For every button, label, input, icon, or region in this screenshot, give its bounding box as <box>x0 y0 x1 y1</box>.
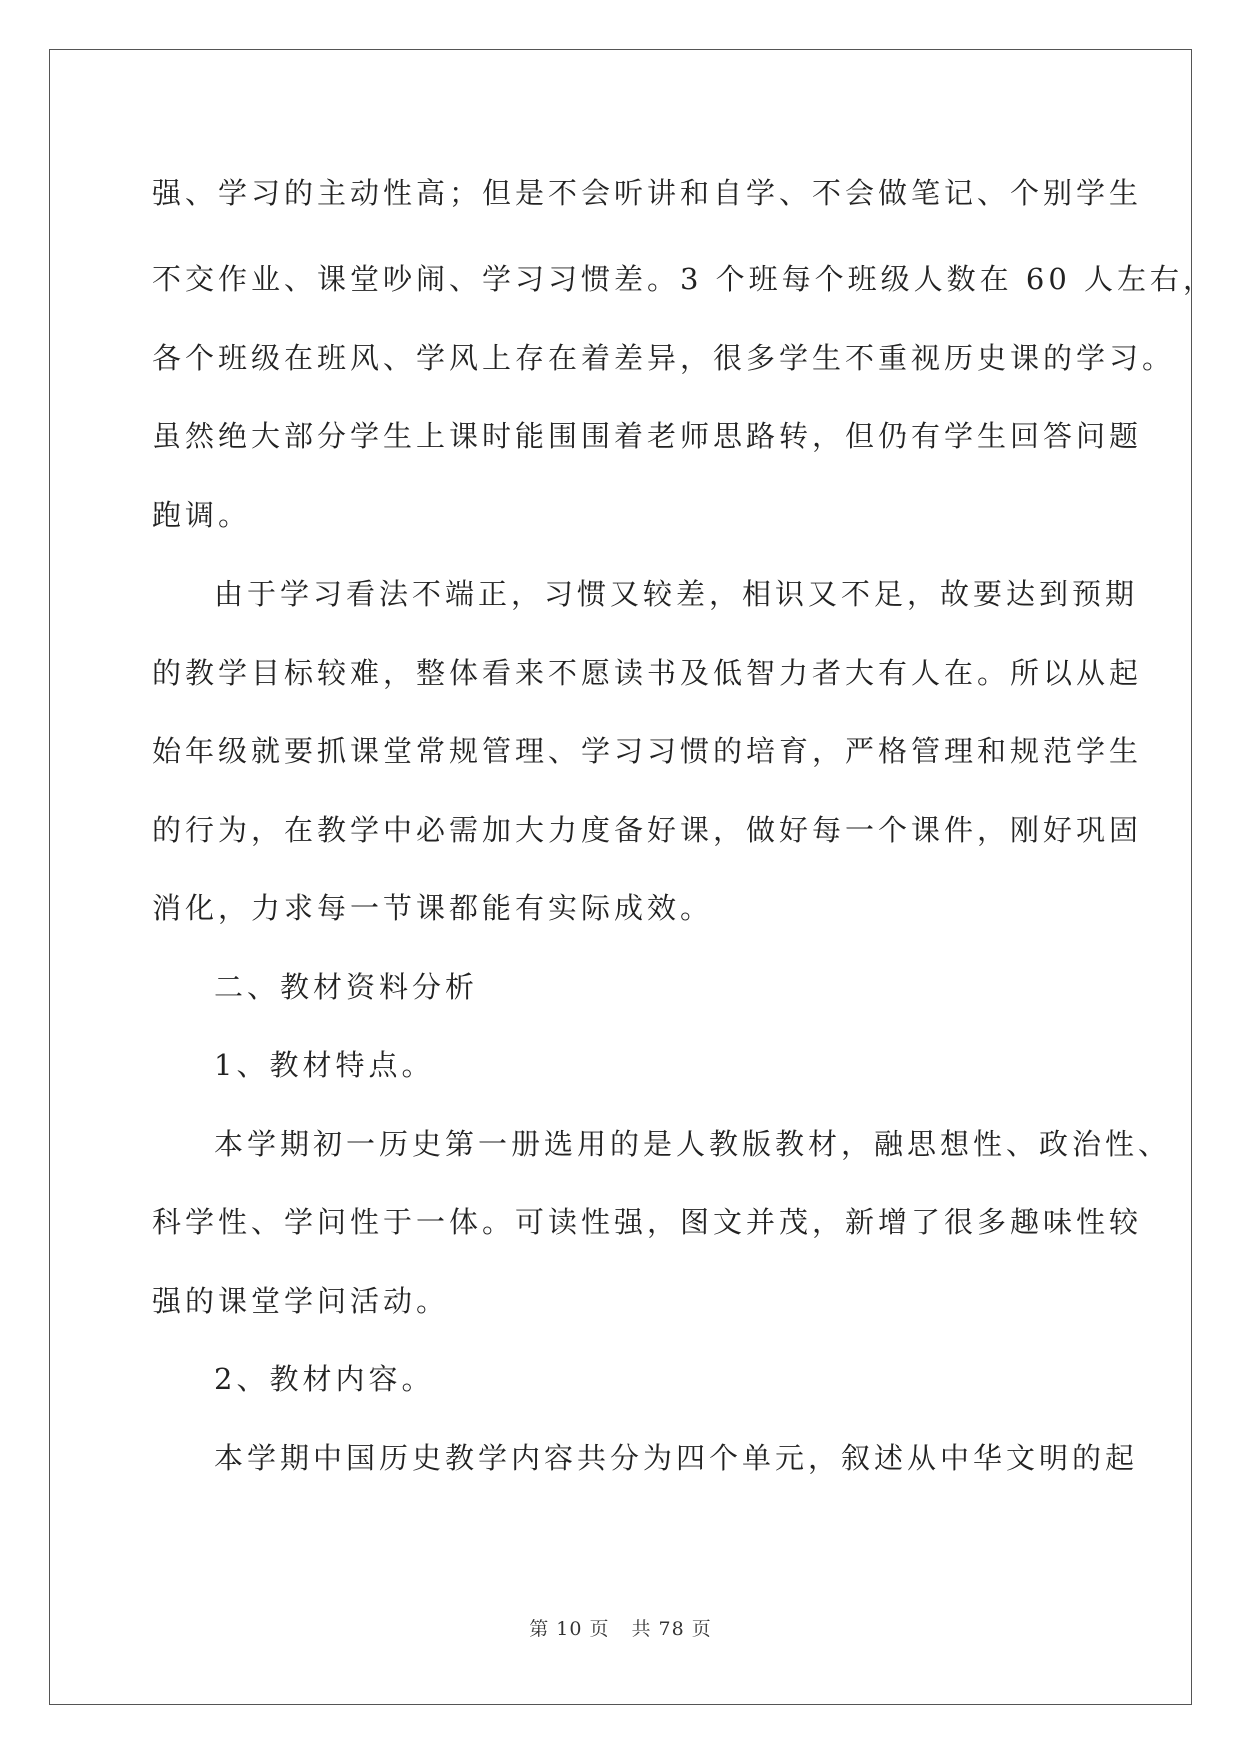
subsection-heading: 1、教材特点。 <box>214 1048 435 1082</box>
paragraph-first-line: 由于学习看法不端正，习惯又较差，相识又不足，故要达到预期 <box>214 577 1139 611</box>
body-line: 始年级就要抓课堂常规管理、学习习惯的培育，严格管理和规范学生 <box>152 734 1143 768</box>
paragraph-first-line: 本学期初一历史第一册选用的是人教版教材，融思想性、政治性、 <box>214 1127 1172 1161</box>
body-line: 消化，力求每一节课都能有实际成效。 <box>152 891 714 925</box>
body-line: 强的课堂学问活动。 <box>152 1284 450 1318</box>
body-line: 不交作业、课堂吵闹、学习习惯差。3 个班每个班级人数在 60 人左右， <box>152 262 1217 296</box>
body-line: 虽然绝大部分学生上课时能围围着老师思路转，但仍有学生回答问题 <box>152 419 1143 453</box>
body-line: 科学性、学问性于一体。可读性强，图文并茂，新增了很多趣味性较 <box>152 1205 1143 1239</box>
subsection-heading: 2、教材内容。 <box>214 1362 435 1396</box>
body-line: 的行为，在教学中必需加大力度备好课，做好每一个课件，刚好巩固 <box>152 813 1143 847</box>
paragraph-first-line: 本学期中国历史教学内容共分为四个单元，叙述从中华文明的起 <box>214 1441 1139 1475</box>
total-pages-label: 共 78 页 <box>631 1618 712 1640</box>
current-page-label: 第 10 页 <box>529 1618 610 1640</box>
body-line: 强、学习的主动性高；但是不会听讲和自学、不会做笔记、个别学生 <box>152 176 1143 210</box>
body-line: 各个班级在班风、学风上存在着差异，很多学生不重视历史课的学习。 <box>152 341 1176 375</box>
page-footer <box>0 1614 1241 1641</box>
body-line: 跑调。 <box>152 498 252 532</box>
body-line: 的教学目标较难，整体看来不愿读书及低智力者大有人在。所以从起 <box>152 656 1143 690</box>
section-heading: 二、教材资料分析 <box>214 970 479 1004</box>
